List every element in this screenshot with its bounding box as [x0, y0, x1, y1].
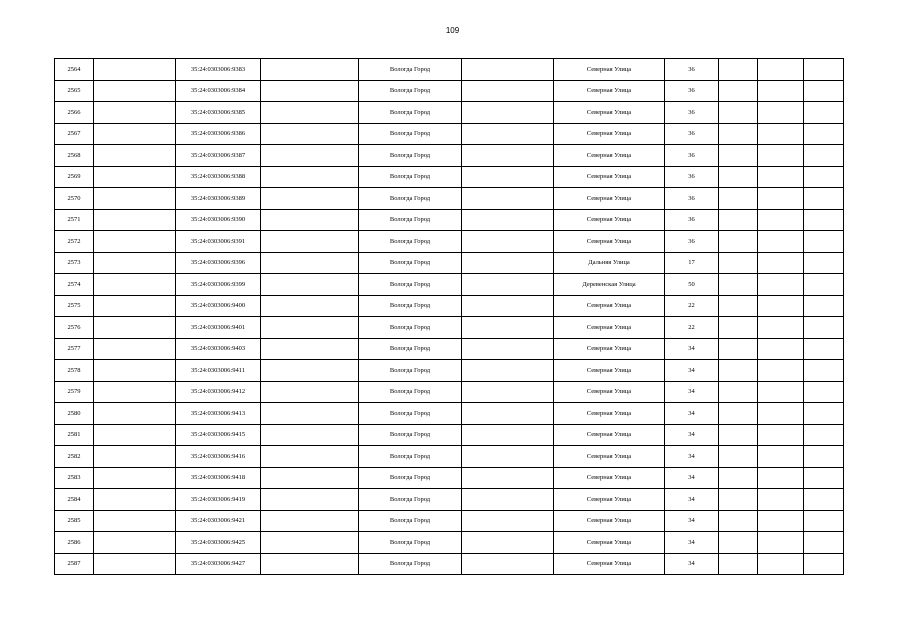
empty-cell	[462, 553, 554, 575]
city-cell: Вологда Город	[359, 467, 462, 489]
empty-cell	[462, 467, 554, 489]
empty-cell	[719, 80, 758, 102]
street-cell: Северная Улица	[554, 295, 665, 317]
empty-cell	[462, 360, 554, 382]
house-number-cell: 36	[665, 166, 719, 188]
empty-cell	[462, 403, 554, 425]
house-number-cell: 36	[665, 209, 719, 231]
empty-cell	[261, 532, 359, 554]
empty-cell	[719, 446, 758, 468]
street-cell: Северная Улица	[554, 80, 665, 102]
empty-cell	[804, 123, 844, 145]
empty-cell	[719, 252, 758, 274]
empty-cell	[758, 123, 804, 145]
empty-cell	[462, 532, 554, 554]
row-number-cell: 2582	[55, 446, 94, 468]
street-cell: Северная Улица	[554, 381, 665, 403]
empty-cell	[719, 231, 758, 253]
empty-cell	[94, 102, 176, 124]
empty-cell	[804, 381, 844, 403]
empty-cell	[804, 188, 844, 210]
row-number-cell: 2569	[55, 166, 94, 188]
empty-cell	[261, 446, 359, 468]
empty-cell	[462, 145, 554, 167]
empty-cell	[719, 338, 758, 360]
city-cell: Вологда Город	[359, 489, 462, 511]
empty-cell	[462, 123, 554, 145]
row-number-cell: 2565	[55, 80, 94, 102]
city-cell: Вологда Город	[359, 123, 462, 145]
empty-cell	[462, 446, 554, 468]
row-number-cell: 2574	[55, 274, 94, 296]
row-number-cell: 2586	[55, 532, 94, 554]
empty-cell	[462, 338, 554, 360]
cadastral-number-cell: 35:24:0303006:9389	[176, 188, 261, 210]
empty-cell	[462, 317, 554, 339]
street-cell: Деревенская Улица	[554, 274, 665, 296]
empty-cell	[94, 209, 176, 231]
empty-cell	[94, 510, 176, 532]
street-cell: Северная Улица	[554, 145, 665, 167]
empty-cell	[758, 532, 804, 554]
city-cell: Вологда Город	[359, 252, 462, 274]
city-cell: Вологда Город	[359, 274, 462, 296]
empty-cell	[758, 59, 804, 81]
house-number-cell: 36	[665, 80, 719, 102]
row-number-cell: 2567	[55, 123, 94, 145]
empty-cell	[94, 532, 176, 554]
empty-cell	[261, 424, 359, 446]
empty-cell	[94, 403, 176, 425]
empty-cell	[758, 102, 804, 124]
cadastral-number-cell: 35:24:0303006:9412	[176, 381, 261, 403]
city-cell: Вологда Город	[359, 424, 462, 446]
empty-cell	[261, 338, 359, 360]
empty-cell	[261, 231, 359, 253]
empty-cell	[94, 467, 176, 489]
house-number-cell: 34	[665, 424, 719, 446]
empty-cell	[758, 446, 804, 468]
cadastral-number-cell: 35:24:0303006:9411	[176, 360, 261, 382]
row-number-cell: 2585	[55, 510, 94, 532]
row-number-cell: 2573	[55, 252, 94, 274]
empty-cell	[261, 295, 359, 317]
cadastral-number-cell: 35:24:0303006:9383	[176, 59, 261, 81]
street-cell: Северная Улица	[554, 166, 665, 188]
city-cell: Вологда Город	[359, 338, 462, 360]
empty-cell	[804, 166, 844, 188]
empty-cell	[719, 166, 758, 188]
empty-cell	[719, 209, 758, 231]
empty-cell	[758, 252, 804, 274]
empty-cell	[804, 489, 844, 511]
empty-cell	[462, 274, 554, 296]
city-cell: Вологда Город	[359, 553, 462, 575]
empty-cell	[804, 317, 844, 339]
empty-cell	[261, 145, 359, 167]
table-row	[55, 102, 844, 124]
table-row	[55, 338, 844, 360]
empty-cell	[462, 252, 554, 274]
city-cell: Вологда Город	[359, 446, 462, 468]
street-cell: Северная Улица	[554, 489, 665, 511]
empty-cell	[462, 209, 554, 231]
empty-cell	[94, 553, 176, 575]
empty-cell	[94, 317, 176, 339]
empty-cell	[804, 338, 844, 360]
empty-cell	[261, 381, 359, 403]
empty-cell	[804, 295, 844, 317]
empty-cell	[804, 59, 844, 81]
street-cell: Северная Улица	[554, 467, 665, 489]
empty-cell	[719, 360, 758, 382]
street-cell: Северная Улица	[554, 403, 665, 425]
table-row	[55, 510, 844, 532]
street-cell: Северная Улица	[554, 123, 665, 145]
row-number-cell: 2576	[55, 317, 94, 339]
empty-cell	[758, 209, 804, 231]
street-cell: Северная Улица	[554, 209, 665, 231]
empty-cell	[462, 295, 554, 317]
empty-cell	[261, 80, 359, 102]
empty-cell	[94, 188, 176, 210]
empty-cell	[758, 295, 804, 317]
table-row	[55, 295, 844, 317]
street-cell: Северная Улица	[554, 102, 665, 124]
empty-cell	[261, 467, 359, 489]
empty-cell	[719, 489, 758, 511]
empty-cell	[261, 59, 359, 81]
street-cell: Северная Улица	[554, 532, 665, 554]
table-row	[55, 209, 844, 231]
row-number-cell: 2584	[55, 489, 94, 511]
cadastral-number-cell: 35:24:0303006:9413	[176, 403, 261, 425]
cadastral-number-cell: 35:24:0303006:9388	[176, 166, 261, 188]
house-number-cell: 34	[665, 489, 719, 511]
empty-cell	[758, 381, 804, 403]
cadastral-number-cell: 35:24:0303006:9419	[176, 489, 261, 511]
empty-cell	[758, 145, 804, 167]
city-cell: Вологда Город	[359, 403, 462, 425]
cadastral-number-cell: 35:24:0303006:9387	[176, 145, 261, 167]
street-cell: Северная Улица	[554, 510, 665, 532]
empty-cell	[804, 209, 844, 231]
empty-cell	[804, 403, 844, 425]
empty-cell	[94, 231, 176, 253]
house-number-cell: 36	[665, 102, 719, 124]
street-cell: Северная Улица	[554, 317, 665, 339]
row-number-cell: 2578	[55, 360, 94, 382]
table-row	[55, 252, 844, 274]
empty-cell	[719, 102, 758, 124]
table-row	[55, 553, 844, 575]
empty-cell	[804, 252, 844, 274]
city-cell: Вологда Город	[359, 317, 462, 339]
page-number: 109	[445, 26, 460, 35]
empty-cell	[758, 338, 804, 360]
house-number-cell: 22	[665, 317, 719, 339]
row-number-cell: 2572	[55, 231, 94, 253]
house-number-cell: 34	[665, 553, 719, 575]
empty-cell	[758, 553, 804, 575]
empty-cell	[261, 510, 359, 532]
empty-cell	[261, 252, 359, 274]
street-cell: Дальняя Улица	[554, 252, 665, 274]
empty-cell	[758, 510, 804, 532]
empty-cell	[261, 166, 359, 188]
empty-cell	[804, 102, 844, 124]
empty-cell	[94, 123, 176, 145]
empty-cell	[719, 553, 758, 575]
empty-cell	[94, 338, 176, 360]
empty-cell	[758, 80, 804, 102]
empty-cell	[804, 274, 844, 296]
table-row	[55, 166, 844, 188]
empty-cell	[462, 80, 554, 102]
city-cell: Вологда Город	[359, 188, 462, 210]
empty-cell	[758, 424, 804, 446]
city-cell: Вологда Город	[359, 360, 462, 382]
empty-cell	[804, 80, 844, 102]
table-row	[55, 381, 844, 403]
empty-cell	[719, 295, 758, 317]
empty-cell	[261, 553, 359, 575]
empty-cell	[462, 510, 554, 532]
row-number-cell: 2583	[55, 467, 94, 489]
empty-cell	[719, 188, 758, 210]
cadastral-number-cell: 35:24:0303006:9385	[176, 102, 261, 124]
street-cell: Северная Улица	[554, 338, 665, 360]
city-cell: Вологда Город	[359, 231, 462, 253]
cadastral-number-cell: 35:24:0303006:9427	[176, 553, 261, 575]
table-row	[55, 532, 844, 554]
empty-cell	[94, 252, 176, 274]
empty-cell	[261, 489, 359, 511]
row-number-cell: 2564	[55, 59, 94, 81]
city-cell: Вологда Город	[359, 166, 462, 188]
street-cell: Северная Улица	[554, 424, 665, 446]
empty-cell	[804, 467, 844, 489]
house-number-cell: 34	[665, 381, 719, 403]
table-row	[55, 59, 844, 81]
house-number-cell: 36	[665, 123, 719, 145]
house-number-cell: 34	[665, 510, 719, 532]
empty-cell	[758, 274, 804, 296]
empty-cell	[94, 145, 176, 167]
empty-cell	[462, 102, 554, 124]
empty-cell	[94, 80, 176, 102]
city-cell: Вологда Город	[359, 102, 462, 124]
street-cell: Северная Улица	[554, 360, 665, 382]
empty-cell	[719, 317, 758, 339]
empty-cell	[719, 424, 758, 446]
empty-cell	[261, 123, 359, 145]
table-row	[55, 188, 844, 210]
house-number-cell: 50	[665, 274, 719, 296]
cadastral-number-cell: 35:24:0303006:9399	[176, 274, 261, 296]
cadastral-number-cell: 35:24:0303006:9400	[176, 295, 261, 317]
empty-cell	[94, 381, 176, 403]
city-cell: Вологда Город	[359, 59, 462, 81]
house-number-cell: 36	[665, 188, 719, 210]
empty-cell	[94, 295, 176, 317]
city-cell: Вологда Город	[359, 145, 462, 167]
house-number-cell: 36	[665, 145, 719, 167]
empty-cell	[462, 489, 554, 511]
cadastral-number-cell: 35:24:0303006:9396	[176, 252, 261, 274]
empty-cell	[261, 317, 359, 339]
cadastral-number-cell: 35:24:0303006:9418	[176, 467, 261, 489]
cadastral-number-cell: 35:24:0303006:9390	[176, 209, 261, 231]
table-row	[55, 317, 844, 339]
empty-cell	[719, 59, 758, 81]
empty-cell	[804, 145, 844, 167]
table-row	[55, 123, 844, 145]
empty-cell	[719, 510, 758, 532]
street-cell: Северная Улица	[554, 446, 665, 468]
empty-cell	[758, 360, 804, 382]
row-number-cell: 2580	[55, 403, 94, 425]
house-number-cell: 34	[665, 360, 719, 382]
row-number-cell: 2571	[55, 209, 94, 231]
cadastral-number-cell: 35:24:0303006:9425	[176, 532, 261, 554]
empty-cell	[94, 489, 176, 511]
street-cell: Северная Улица	[554, 188, 665, 210]
row-number-cell: 2579	[55, 381, 94, 403]
house-number-cell: 36	[665, 59, 719, 81]
house-number-cell: 34	[665, 532, 719, 554]
table-row	[55, 446, 844, 468]
table-row	[55, 274, 844, 296]
table-row	[55, 145, 844, 167]
registry-body	[55, 59, 844, 575]
empty-cell	[462, 381, 554, 403]
cadastral-number-cell: 35:24:0303006:9416	[176, 446, 261, 468]
empty-cell	[261, 188, 359, 210]
house-number-cell: 34	[665, 338, 719, 360]
table-row	[55, 489, 844, 511]
empty-cell	[719, 274, 758, 296]
table-row	[55, 467, 844, 489]
empty-cell	[462, 166, 554, 188]
empty-cell	[719, 532, 758, 554]
empty-cell	[94, 360, 176, 382]
house-number-cell: 36	[665, 231, 719, 253]
table-row	[55, 231, 844, 253]
house-number-cell: 22	[665, 295, 719, 317]
row-number-cell: 2587	[55, 553, 94, 575]
empty-cell	[804, 424, 844, 446]
empty-cell	[719, 381, 758, 403]
empty-cell	[719, 145, 758, 167]
house-number-cell: 34	[665, 446, 719, 468]
cadastral-number-cell: 35:24:0303006:9391	[176, 231, 261, 253]
empty-cell	[804, 446, 844, 468]
empty-cell	[758, 489, 804, 511]
empty-cell	[462, 231, 554, 253]
city-cell: Вологда Город	[359, 80, 462, 102]
empty-cell	[462, 188, 554, 210]
table-row	[55, 80, 844, 102]
street-cell: Северная Улица	[554, 59, 665, 81]
empty-cell	[719, 467, 758, 489]
empty-cell	[758, 467, 804, 489]
empty-cell	[804, 360, 844, 382]
row-number-cell: 2575	[55, 295, 94, 317]
empty-cell	[758, 317, 804, 339]
city-cell: Вологда Город	[359, 381, 462, 403]
row-number-cell: 2570	[55, 188, 94, 210]
empty-cell	[94, 59, 176, 81]
cadastral-number-cell: 35:24:0303006:9386	[176, 123, 261, 145]
empty-cell	[804, 553, 844, 575]
row-number-cell: 2577	[55, 338, 94, 360]
empty-cell	[758, 403, 804, 425]
house-number-cell: 17	[665, 252, 719, 274]
empty-cell	[758, 166, 804, 188]
empty-cell	[94, 446, 176, 468]
empty-cell	[758, 231, 804, 253]
empty-cell	[804, 532, 844, 554]
empty-cell	[94, 166, 176, 188]
empty-cell	[261, 274, 359, 296]
empty-cell	[94, 274, 176, 296]
empty-cell	[719, 123, 758, 145]
empty-cell	[758, 188, 804, 210]
house-number-cell: 34	[665, 467, 719, 489]
cadastral-number-cell: 35:24:0303006:9403	[176, 338, 261, 360]
empty-cell	[804, 231, 844, 253]
empty-cell	[261, 102, 359, 124]
table-row	[55, 403, 844, 425]
city-cell: Вологда Город	[359, 295, 462, 317]
row-number-cell: 2568	[55, 145, 94, 167]
cadastral-number-cell: 35:24:0303006:9415	[176, 424, 261, 446]
empty-cell	[261, 209, 359, 231]
city-cell: Вологда Город	[359, 532, 462, 554]
table-row	[55, 424, 844, 446]
street-cell: Северная Улица	[554, 553, 665, 575]
city-cell: Вологда Город	[359, 209, 462, 231]
empty-cell	[261, 360, 359, 382]
empty-cell	[261, 403, 359, 425]
empty-cell	[804, 510, 844, 532]
empty-cell	[462, 424, 554, 446]
cadastral-number-cell: 35:24:0303006:9384	[176, 80, 261, 102]
empty-cell	[462, 59, 554, 81]
row-number-cell: 2581	[55, 424, 94, 446]
street-cell: Северная Улица	[554, 231, 665, 253]
empty-cell	[94, 424, 176, 446]
cadastral-number-cell: 35:24:0303006:9421	[176, 510, 261, 532]
city-cell: Вологда Город	[359, 510, 462, 532]
row-number-cell: 2566	[55, 102, 94, 124]
cadastral-number-cell: 35:24:0303006:9401	[176, 317, 261, 339]
house-number-cell: 34	[665, 403, 719, 425]
table-row	[55, 360, 844, 382]
empty-cell	[719, 403, 758, 425]
registry-table	[54, 58, 844, 575]
